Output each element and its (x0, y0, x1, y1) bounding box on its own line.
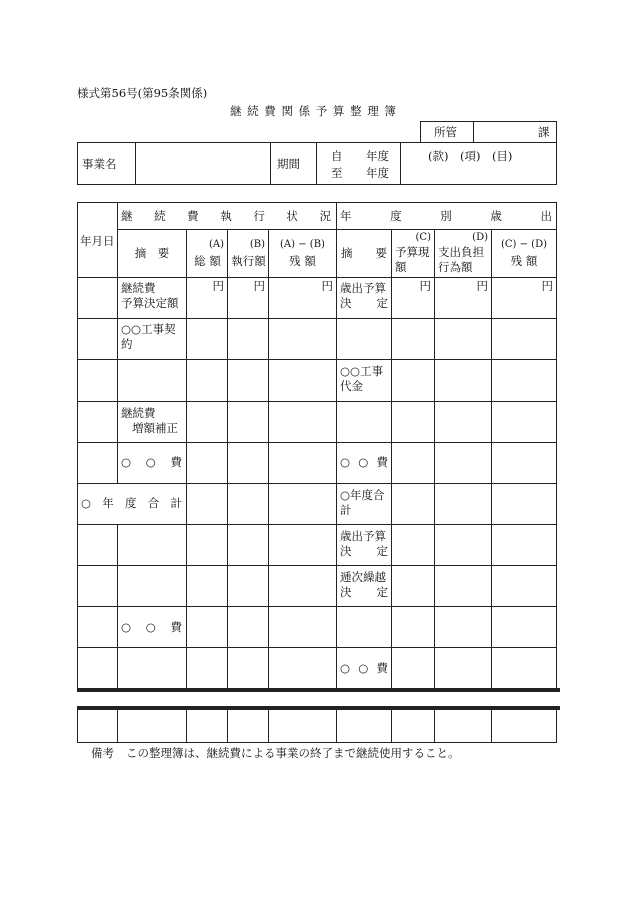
row1-summary-right: 歳出予算 決 定 (340, 281, 388, 310)
total-amount-header: 総 額 (194, 254, 221, 268)
period-label: 期間 (277, 157, 300, 171)
row10-summary-right: ○ ○ 費 (340, 661, 388, 675)
row7-summary-right: 歳出予算 決 定 (340, 529, 388, 558)
commitment-header: 支出負担 行為額 (438, 245, 484, 274)
row6-fiscal-year-total: ○ 年 度 合 計 (81, 496, 182, 510)
yen-unit: 円 (321, 279, 333, 293)
budget-current-header: 予算現 額 (395, 245, 430, 274)
yen-unit: 円 (476, 279, 488, 293)
balance-cd-header: 残 額 (510, 254, 538, 268)
section-label: 課 (538, 125, 550, 139)
executed-amount-tag: (B) (249, 239, 265, 250)
date-column-header: 年月日 (80, 234, 115, 248)
period-from-label: 自 (331, 149, 343, 163)
form-number: 様式第56号(第95条関係) (77, 86, 208, 100)
yen-unit: 円 (253, 279, 265, 293)
row2-summary-left: ○○工事契 約 (121, 322, 176, 351)
row4-summary-left: 継続費 増額補正 (121, 406, 178, 435)
project-name-label: 事業名 (82, 157, 117, 171)
annual-expenditure-header: 年 度 別 歳 出 (340, 209, 552, 223)
note-text: この整理簿は、継続費による事業の終了まで継続使用すること。 (126, 746, 460, 760)
yen-unit: 円 (419, 279, 431, 293)
note-label: 備考 (91, 746, 114, 760)
period-from-year: 年度 (366, 149, 389, 163)
balance-ab-tag: (A) − (B) (280, 239, 325, 250)
budget-item-labels: (款) (項) (目) (428, 149, 513, 163)
total-amount-tag: (A) (208, 239, 224, 250)
summary-column-header-right: 摘 要 (341, 246, 387, 260)
row5-summary-left: ○ ○ 費 (121, 455, 182, 469)
period-to-year: 年度 (366, 166, 389, 180)
executed-amount-header: 執行額 (231, 254, 266, 268)
row8-summary-right: 逓次繰越 決 定 (340, 570, 388, 599)
row6-summary-right: ○年度合 計 (340, 488, 385, 517)
summary-column-header: 摘 要 (134, 246, 170, 260)
row1-summary-left: 継続費 予算決定額 (121, 281, 179, 310)
yen-unit: 円 (212, 279, 224, 293)
balance-cd-tag: (C) − (D) (500, 239, 547, 250)
row3-summary-right: ○○工事 代金 (340, 364, 384, 393)
balance-ab-header: 残 額 (289, 254, 316, 268)
execution-status-header: 継 続 費 執 行 状 況 (121, 209, 331, 223)
yen-unit: 円 (541, 279, 553, 293)
commitment-tag: (D) (472, 232, 488, 243)
budget-current-tag: (C) (415, 232, 431, 243)
row9-summary-left: ○ ○ 費 (121, 620, 182, 634)
page-title: 継 続 費 関 係 予 算 整 理 簿 (230, 104, 397, 118)
row5-summary-right: ○ ○ 費 (340, 455, 388, 469)
period-to-label: 至 (331, 166, 343, 180)
dept-label: 所管 (434, 125, 457, 139)
